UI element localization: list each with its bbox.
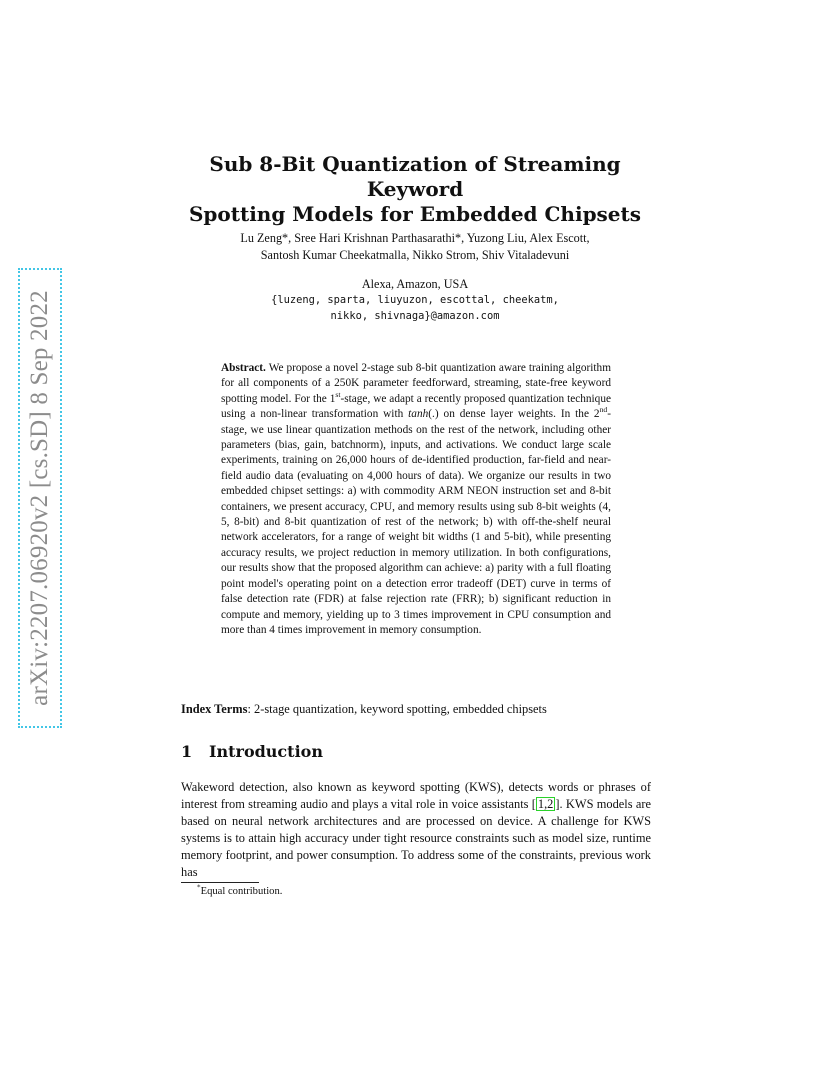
title-line-2: Spotting Models for Embedded Chipsets: [188, 202, 642, 226]
index-terms-label: Index Terms: [181, 702, 248, 716]
abstract-text-3: (.) on dense layer weights. In the 2: [428, 408, 600, 421]
footnote-text: Equal contribution.: [200, 886, 283, 897]
paper-title: [180, 152, 650, 227]
footnote-mark: *: [197, 883, 201, 892]
citation-link[interactable]: 1,2: [537, 797, 554, 811]
affiliation-block: [180, 276, 650, 324]
arxiv-identifier[interactable]: arXiv:2207.06920v2 [cs.SD] 8 Sep 2022: [26, 290, 53, 706]
footnote-divider: [181, 882, 259, 883]
author-list: [180, 230, 650, 264]
intro-text-1: Wakeword detection, also known as keyword spotting (KWS), detects words or phrases of interest from streaming audio and plays a vital role in voice assistants [: [181, 780, 651, 811]
affiliation-org: Alexa, Amazon, USA: [361, 277, 469, 291]
emails-line-1: {luzeng, sparta, liuyuzon, escottal, cheekatm,: [271, 294, 559, 306]
abstract-text-1: We propose a novel 2-stage sub 8-bit quantization aware training algorithm for all components of a 250K parameter feedforward, streaming, state-free keyword spotting model. For the 1: [221, 362, 611, 405]
section-heading-introduction: [181, 742, 323, 761]
authors-line-2: Santosh Kumar Cheekatmalla, Nikko Strom, Shiv Vitaladevuni: [260, 248, 570, 262]
abstract-label: Abstract.: [221, 362, 266, 374]
intro-text-2: ]. KWS models are based on neural network architectures and are processed on device. A challenge for KWS systems is to attain high accuracy under tight resource constraints such as model size, runtime memory footprint, and power consumption. To address some of the constraints, previous work has: [181, 797, 651, 879]
index-terms-text: : 2-stage quantization, keyword spotting, embedded chipsets: [247, 702, 547, 716]
abstract-sup-nd: nd: [599, 405, 608, 415]
authors-line-1: Lu Zeng*, Sree Hari Krishnan Parthasarathi*, Yuzong Liu, Alex Escott,: [240, 231, 590, 245]
section-title: Introduction: [209, 742, 323, 761]
introduction-paragraph: [181, 779, 651, 881]
abstract-sup-st: st: [335, 390, 341, 400]
title-line-1: Sub 8-Bit Quantization of Streaming Keyword: [209, 152, 621, 201]
abstract-text-2: -stage, we adapt a recently proposed quantization technique using a non-linear transformation with: [221, 392, 611, 421]
emails-line-2: nikko, shivnaga}@amazon.com: [330, 310, 500, 322]
abstract-math-tanh: tanh: [408, 408, 429, 421]
index-terms: [181, 701, 651, 717]
footnote: [197, 883, 283, 897]
arxiv-stamp[interactable]: [18, 268, 62, 728]
section-number: 1: [181, 742, 193, 761]
abstract: [221, 361, 611, 638]
abstract-text-4: -stage, we use linear quantization methods on the rest of the network, including other parameters (bias, gain, batchnorm), inputs, and activations. We conduct large scale experiments, training on 26,000 hours of de-identified production, far-field and near-field audio data (evaluating on 4,000 hours of data). We organize our results in two embedded chipset settings: a) with commodity ARM NEON instruction set and 8-bit containers, we present accuracy, CPU, and memory results using sub 8-bit weights (4, 5, 8-bit) and 8-bit quantization of rest of the network; b) with off-the-shelf neural network accelerators, for a range of weight bit widths (1 and 5-bit), while presenting accuracy results, we project reduction in memory utilization. In both configurations, our results show that the proposed algorithm can achieve: a) parity with a full floating point model's operating point on a detection error tradeoff (DET) curve in terms of false detection rate (FDR) at false rejection rate (FRR); b) significant reduction in compute and memory, yielding up to 3 times improvement in CPU consumption and more than 4 times improvement in memory consumption.: [221, 408, 611, 636]
